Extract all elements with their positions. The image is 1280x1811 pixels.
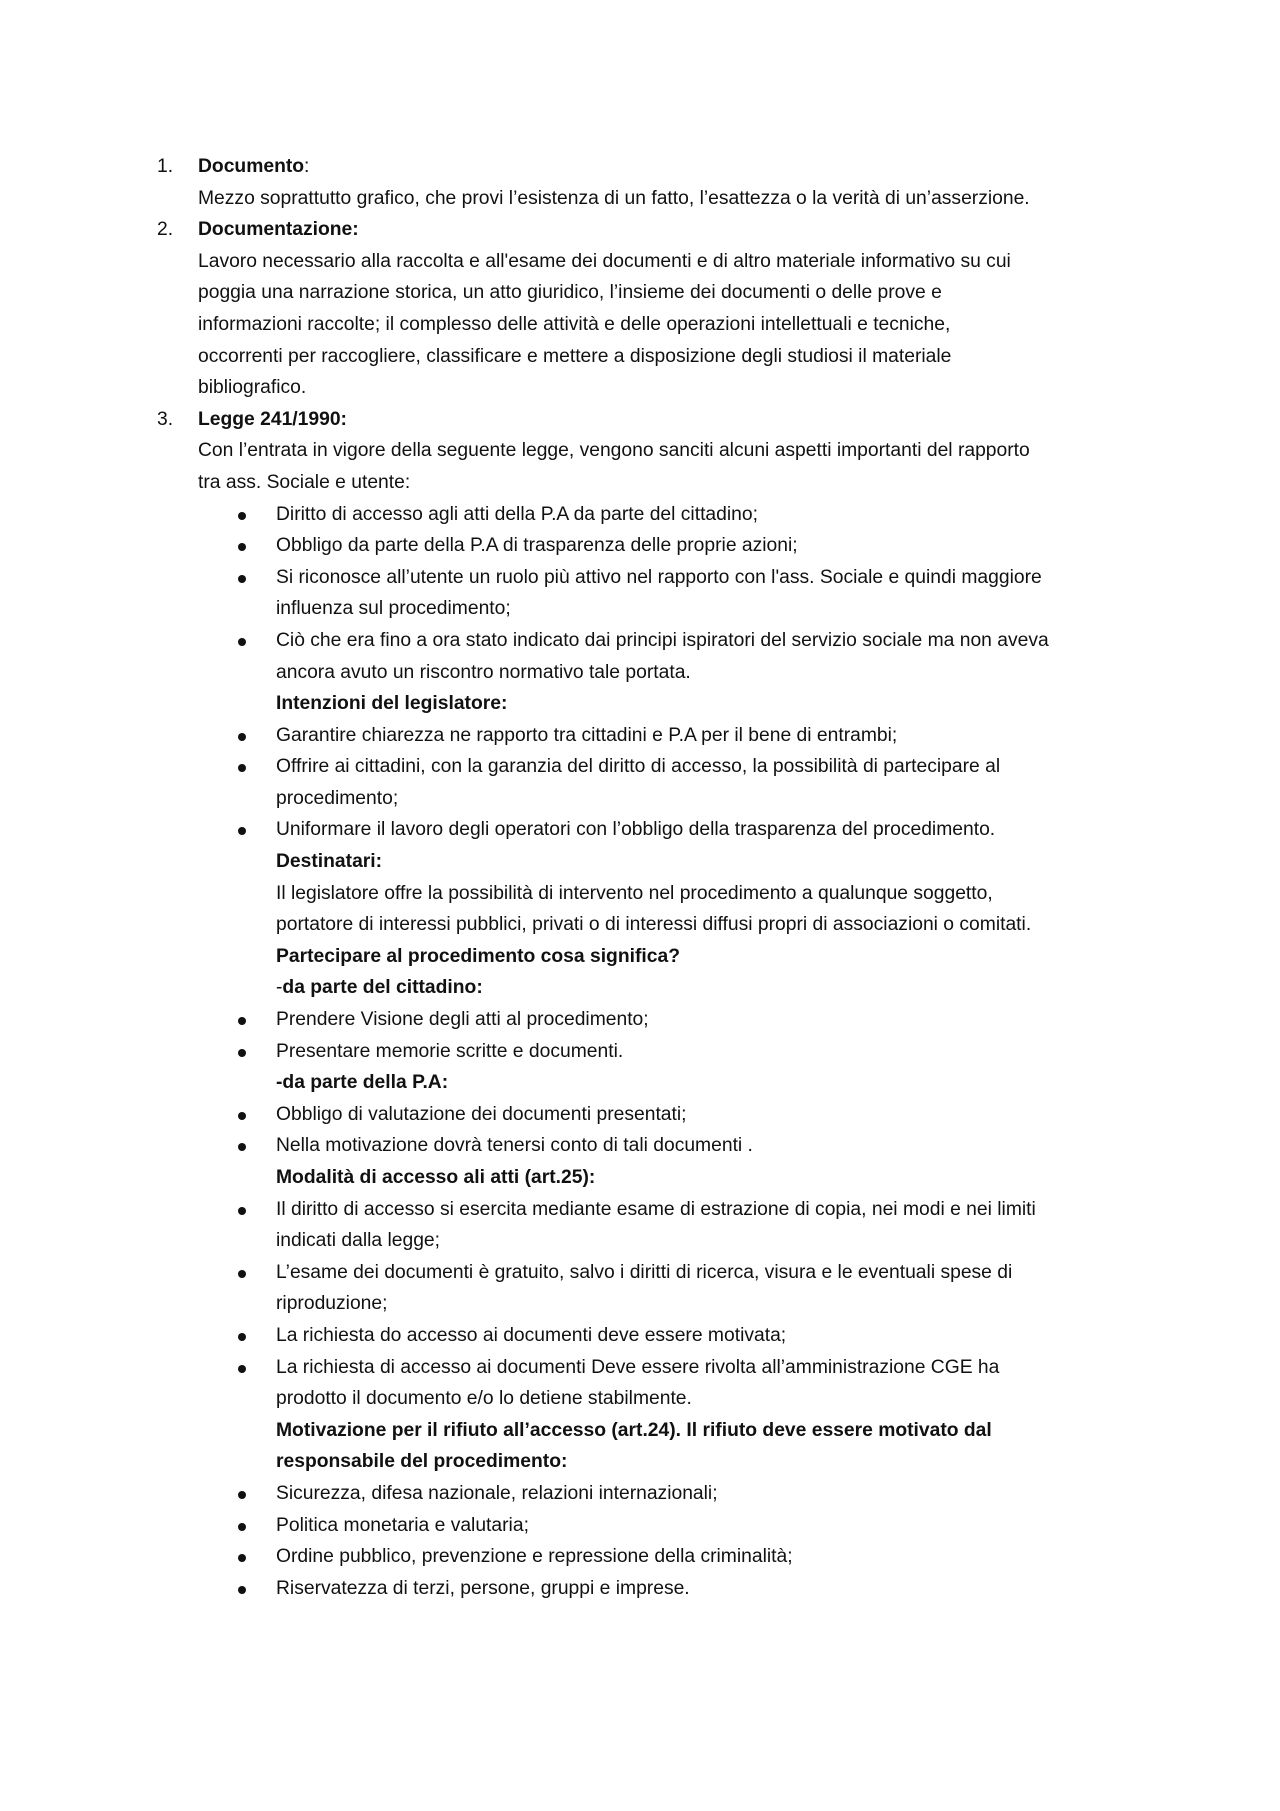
- item-title-suffix: :: [304, 156, 310, 177]
- bullet-icon: [238, 1270, 246, 1278]
- bullet-icon: [238, 1143, 246, 1151]
- paragraph-line: portatore di interessi pubblici, privati o di interessi diffusi propri di associazioni o comitati.: [276, 914, 1032, 936]
- section-heading-refusal-cont: responsabile del procedimento:: [276, 1451, 568, 1473]
- bullet-icon: [238, 575, 246, 583]
- bullet-continuation: indicati dalla legge;: [276, 1230, 441, 1252]
- bullet-item: [157, 530, 1147, 562]
- bullet-continuation: influenza sul procedimento;: [276, 598, 511, 620]
- bullet-item: [157, 1099, 1147, 1131]
- bullet-continuation: procedimento;: [276, 787, 399, 809]
- definition-text: informazioni raccolte; il complesso delle attività e delle operazioni intellettuali e tecniche,: [198, 313, 951, 335]
- bullet-text: La richiesta di accesso ai documenti Deve essere rivolta all’amministrazione CGE ha: [276, 1356, 1000, 1378]
- subheading-text: da parte del cittadino:: [282, 977, 483, 999]
- bullet-icon: [238, 1523, 246, 1531]
- bullet-icon: [238, 827, 246, 835]
- bullet-text: Diritto di accesso agli atti della P.A da parte del cittadino;: [276, 503, 758, 525]
- section-heading-refusal: Motivazione per il rifiuto all’accesso (art.24). Il rifiuto deve essere motivato dal: [276, 1419, 992, 1441]
- section-heading-access: Modalità di accesso ali atti (art.25):: [276, 1167, 596, 1188]
- definition-text: Lavoro necessario alla raccolta e all'esame dei documenti e di altro materiale informativo su cui: [198, 250, 1011, 272]
- bullet-text: Riservatezza di terzi, persone, gruppi e imprese.: [276, 1577, 690, 1599]
- bullet-icon: [238, 1333, 246, 1341]
- bullet-item: [157, 1478, 1147, 1510]
- definition-text: occorrenti per raccogliere, classificare e mettere a disposizione degli studiosi il materiale: [198, 345, 952, 367]
- bullet-text: Offrire ai cittadini, con la garanzia del diritto di accesso, la possibilità di partecipare al: [276, 756, 1001, 778]
- bullet-icon: [238, 1586, 246, 1594]
- bullet-text: La richiesta do accesso ai documenti deve essere motivata;: [276, 1324, 787, 1346]
- subheading-citizen: [157, 972, 1147, 1004]
- bullet-icon: [238, 1365, 246, 1373]
- list-item-legge: [157, 404, 1147, 436]
- bullet-item: [157, 1004, 1147, 1036]
- bullet-icon: [238, 1017, 246, 1025]
- bullet-text: Ordine pubblico, prevenzione e repressione della criminalità;: [276, 1546, 793, 1568]
- bullet-text: Obbligo da parte della P.A di trasparenza delle proprie azioni;: [276, 535, 798, 557]
- bullet-text: L’esame dei documenti è gratuito, salvo i diritti di ricerca, visura e le eventuali spese di: [276, 1261, 1013, 1283]
- bullet-text: Ciò che era fino a ora stato indicato dai principi ispiratori del servizio sociale ma non aveva: [276, 629, 1049, 651]
- bullet-item: [157, 814, 1147, 846]
- bullet-continuation: ancora avuto un riscontro normativo tale portata.: [276, 661, 691, 683]
- bullet-item: [157, 720, 1147, 752]
- definition-text: poggia una narrazione storica, un atto giuridico, l’insieme dei documenti o delle prove e: [198, 282, 942, 304]
- item-number: 3.: [157, 408, 174, 430]
- bullet-item: [157, 1257, 1147, 1289]
- item-title: Documentazione:: [198, 219, 359, 241]
- paragraph-line: Il legislatore offre la possibilità di intervento nel procedimento a qualunque soggetto,: [276, 882, 993, 904]
- bullet-icon: [238, 1112, 246, 1120]
- bullet-icon: [238, 638, 246, 646]
- document-body: [157, 151, 1147, 1604]
- item-title: Legge 241/1990:: [198, 408, 347, 430]
- bullet-icon: [238, 1207, 246, 1215]
- item-title: Documento: [198, 156, 305, 177]
- section-heading-participation: Partecipare al procedimento cosa significa?: [276, 945, 680, 967]
- definition-text: Mezzo soprattutto grafico, che provi l’esistenza di un fatto, l’esattezza o la verità di un’asserzione.: [198, 187, 1030, 209]
- bullet-icon: [238, 1554, 246, 1562]
- list-item-documentazione: [157, 214, 1147, 246]
- bullet-icon: [238, 764, 246, 772]
- bullet-continuation: prodotto il documento e/o lo detiene stabilmente.: [276, 1388, 692, 1410]
- section-heading-recipients: Destinatari:: [276, 851, 383, 873]
- item-number: 1.: [157, 156, 174, 177]
- bullet-icon: [238, 733, 246, 741]
- bullet-item: [157, 499, 1147, 531]
- definition-text: Con l’entrata in vigore della seguente legge, vengono sanciti alcuni aspetti importanti del rapporto: [198, 440, 1030, 462]
- bullet-item: [157, 1573, 1147, 1605]
- bullet-icon: [238, 512, 246, 520]
- bullet-text: Sicurezza, difesa nazionale, relazioni internazionali;: [276, 1482, 718, 1504]
- bullet-item: [157, 1510, 1147, 1542]
- bullet-item: [157, 562, 1147, 594]
- bullet-item: [157, 1541, 1147, 1573]
- bullet-text: Uniformare il lavoro degli operatori con l’obbligo della trasparenza del procedimento.: [276, 819, 996, 841]
- definition-text: bibliografico.: [198, 377, 307, 399]
- bullet-item: [157, 1320, 1147, 1352]
- bullet-text: Il diritto di accesso si esercita mediante esame di estrazione di copia, nei modi e nei limiti: [276, 1198, 1036, 1220]
- bullet-text: Presentare memorie scritte e documenti.: [276, 1040, 624, 1062]
- bullet-item: [157, 1352, 1147, 1384]
- bullet-continuation: riproduzione;: [276, 1293, 388, 1315]
- list-item-documento: [157, 151, 1147, 183]
- section-heading-intentions: Intenzioni del legislatore:: [276, 693, 508, 715]
- bullet-item: [157, 1194, 1147, 1226]
- bullet-item: [157, 751, 1147, 783]
- subheading-pa: -da parte della P.A:: [276, 1072, 449, 1094]
- subheading-prefix: -: [276, 977, 283, 999]
- bullet-icon: [238, 1491, 246, 1499]
- bullet-text: Prendere Visione degli atti al procedimento;: [276, 1009, 649, 1031]
- bullet-text: Obbligo di valutazione dei documenti presentati;: [276, 1103, 687, 1125]
- bullet-icon: [238, 1049, 246, 1057]
- bullet-item: [157, 1036, 1147, 1068]
- bullet-item: [157, 625, 1147, 657]
- bullet-text: Garantire chiarezza ne rapporto tra cittadini e P.A per il bene di entrambi;: [276, 724, 898, 746]
- bullet-icon: [238, 543, 246, 551]
- bullet-text: Politica monetaria e valutaria;: [276, 1514, 529, 1536]
- item-number: 2.: [157, 219, 174, 241]
- bullet-item: [157, 1130, 1147, 1162]
- definition-text: tra ass. Sociale e utente:: [198, 471, 411, 493]
- bullet-text: Nella motivazione dovrà tenersi conto di tali documenti .: [276, 1135, 753, 1157]
- bullet-text: Si riconosce all’utente un ruolo più attivo nel rapporto con l'ass. Sociale e quindi maggiore: [276, 566, 1042, 588]
